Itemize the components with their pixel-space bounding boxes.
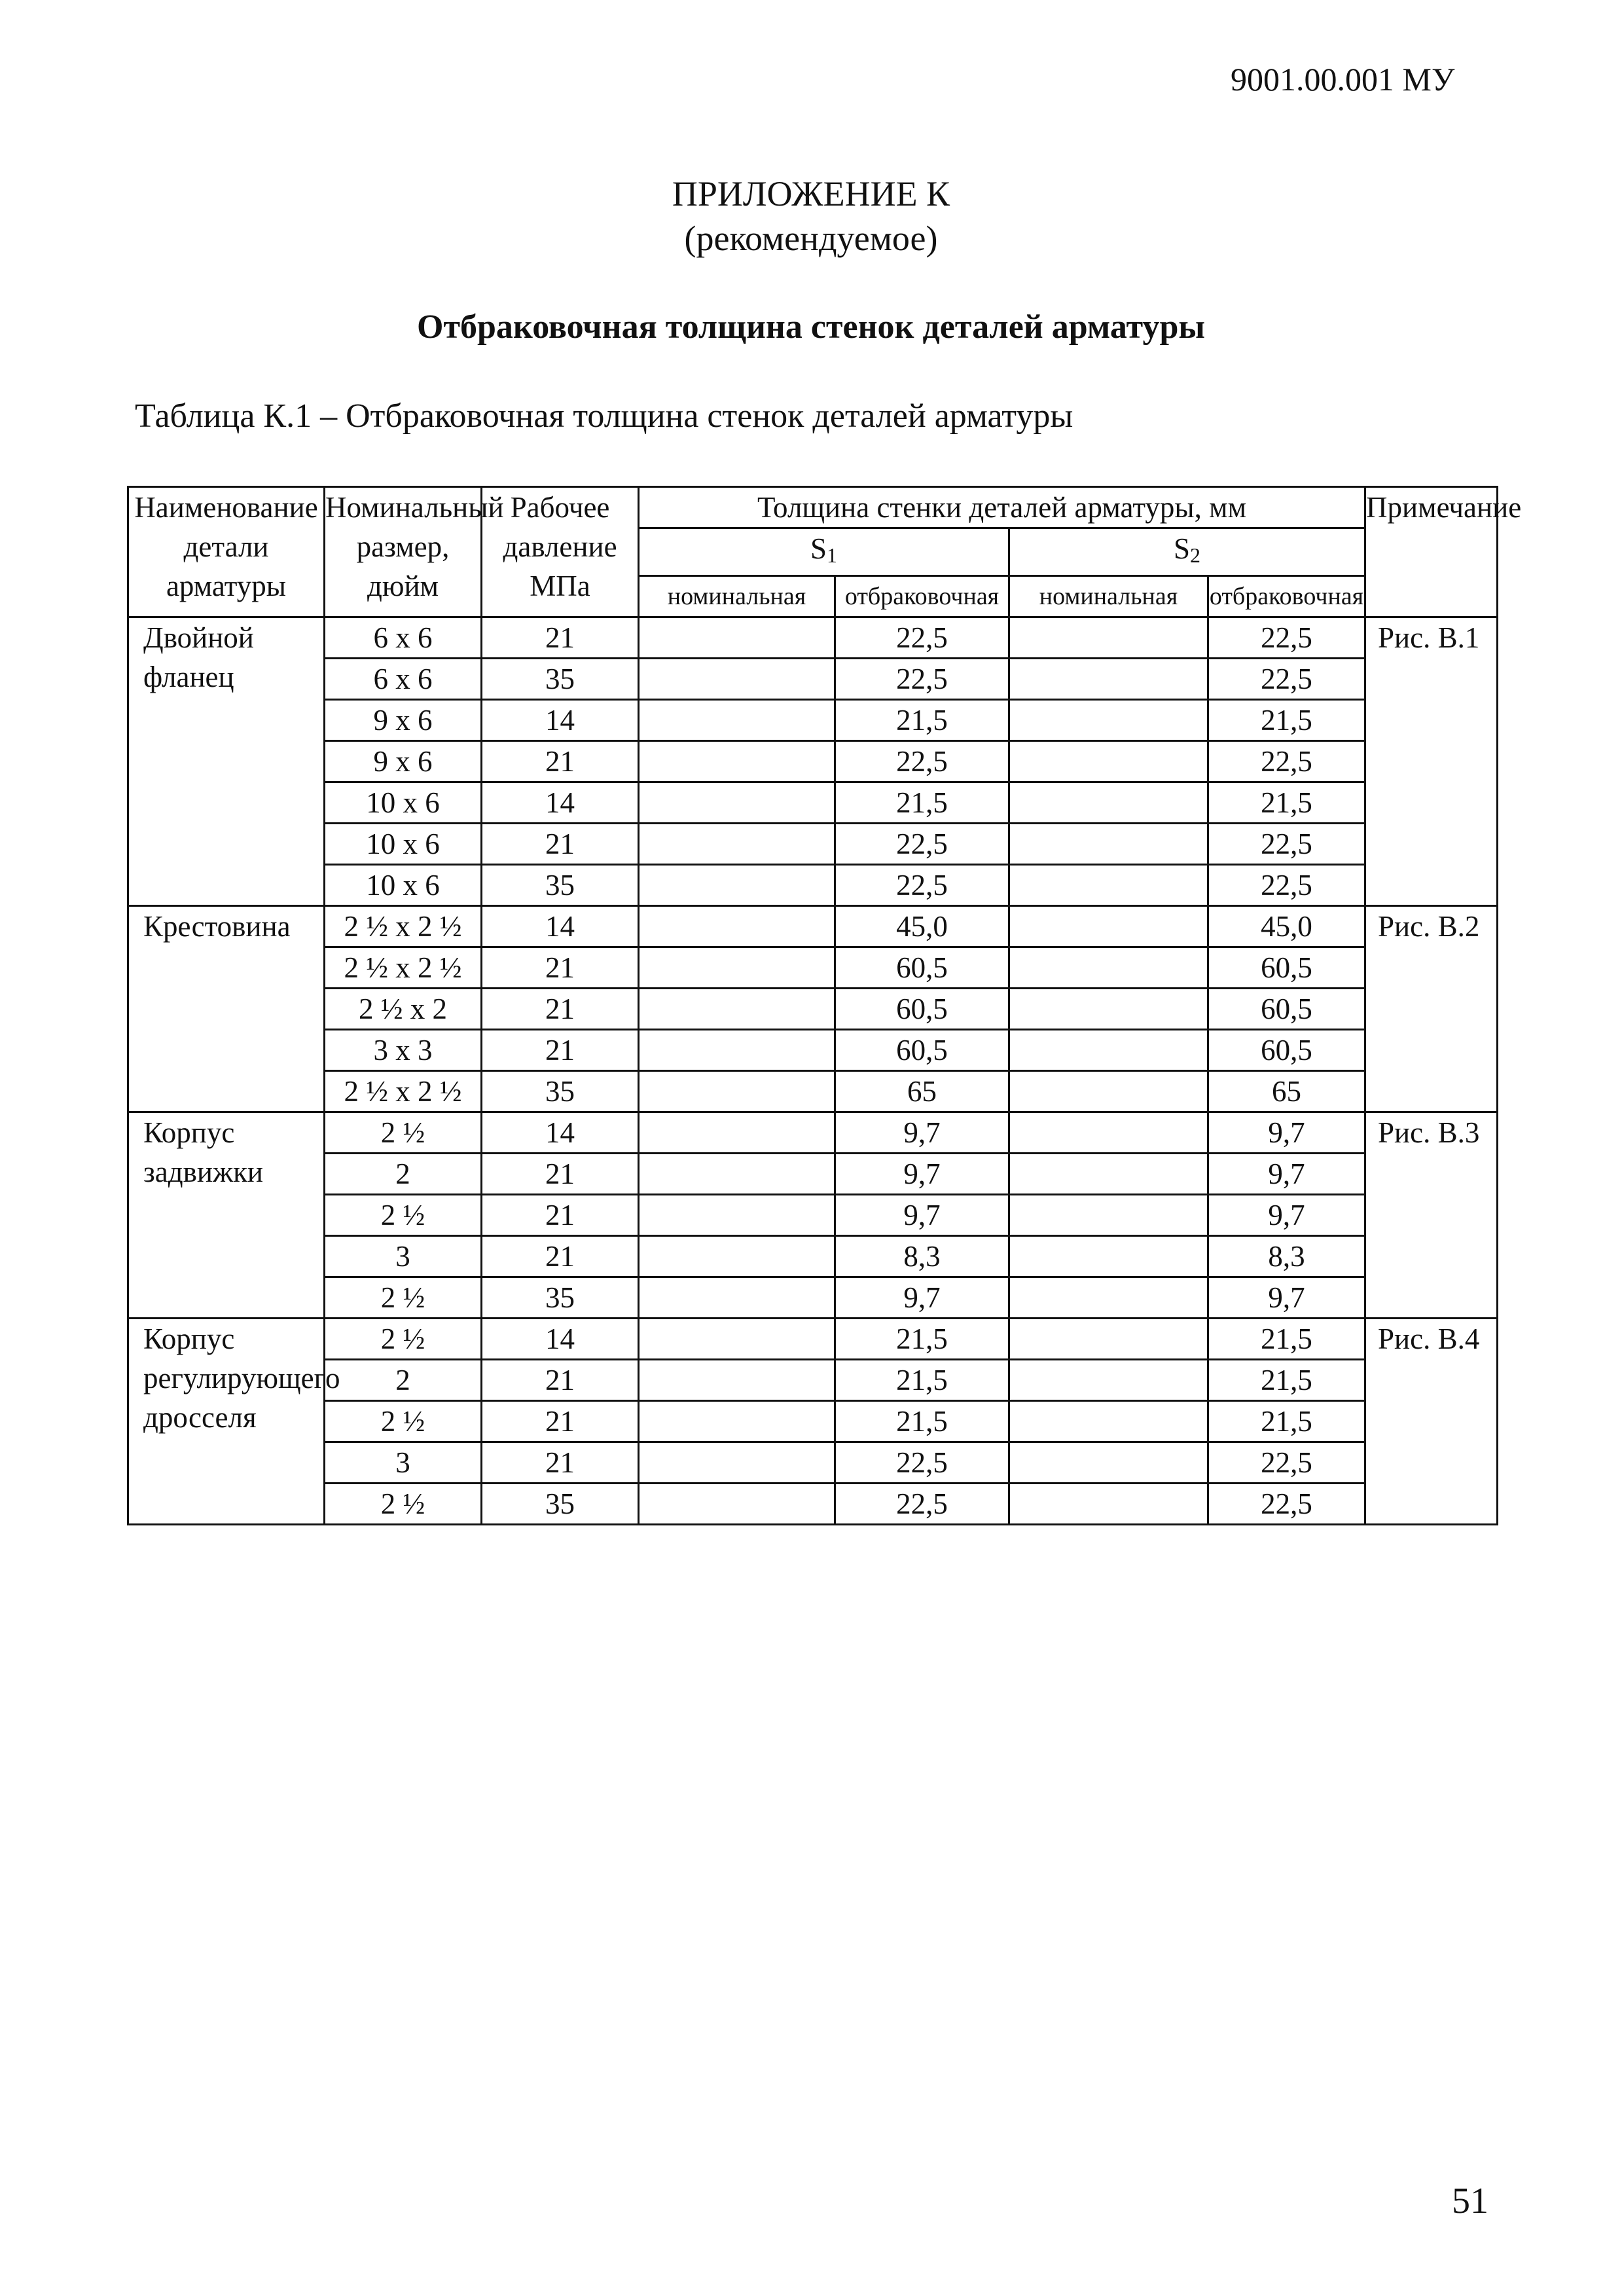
s2-nominal-cell (1009, 1319, 1208, 1360)
note-cell: Рис. В.3 (1365, 1112, 1498, 1319)
note-cell: Рис. В.2 (1365, 906, 1498, 1112)
s1-nominal-cell (639, 906, 835, 947)
s2-reject-cell: 60,5 (1208, 989, 1365, 1030)
main-heading: Отбраковочная толщина стенок деталей арматуры (417, 308, 1205, 346)
table-row (128, 782, 1498, 824)
pressure-cell: 35 (482, 865, 639, 906)
s1-nominal-cell (639, 1154, 835, 1195)
s2-nominal-cell (1009, 1360, 1208, 1401)
part-name: Двойной фланец (128, 617, 325, 906)
s2-reject-cell: 60,5 (1208, 947, 1365, 989)
pressure-cell: 21 (482, 617, 639, 659)
s2-nominal-cell (1009, 1071, 1208, 1112)
s1-reject-cell: 22,5 (835, 824, 1009, 865)
part-name: Корпус задвижки (128, 1112, 325, 1319)
size-cell: 2 ½ (325, 1277, 482, 1319)
pressure-cell: 35 (482, 659, 639, 700)
s1-reject-cell: 22,5 (835, 741, 1009, 782)
s1-reject-cell: 22,5 (835, 1484, 1009, 1525)
table-row (128, 1112, 1498, 1154)
size-cell: 2 ½ x 2 ½ (325, 947, 482, 989)
s1-reject-cell: 9,7 (835, 1154, 1009, 1195)
s1-nominal-cell (639, 1442, 835, 1484)
s2-nominal-cell (1009, 947, 1208, 989)
s1-nominal-cell (639, 1071, 835, 1112)
table-row (128, 1484, 1498, 1525)
size-cell: 2 ½ x 2 (325, 989, 482, 1030)
document-code: 9001.00.001 МУ (1231, 61, 1455, 98)
table-row (128, 1319, 1498, 1360)
pressure-cell: 21 (482, 1154, 639, 1195)
s2-nominal-cell (1009, 824, 1208, 865)
s1-reject-cell: 60,5 (835, 947, 1009, 989)
header-thickness: Толщина стенки деталей арматуры, мм (639, 487, 1365, 528)
s1-reject-cell: 22,5 (835, 617, 1009, 659)
s1-nominal-cell (639, 1236, 835, 1277)
s1-nominal-cell (639, 1319, 835, 1360)
pressure-cell: 21 (482, 1401, 639, 1442)
s1-nominal-cell (639, 1195, 835, 1236)
s1-reject-cell: 21,5 (835, 700, 1009, 741)
s2-nominal-cell (1009, 1154, 1208, 1195)
s2-reject-cell: 22,5 (1208, 741, 1365, 782)
pressure-cell: 35 (482, 1484, 639, 1525)
pressure-cell: 21 (482, 1442, 639, 1484)
s2-reject-cell: 22,5 (1208, 659, 1365, 700)
table-row (128, 1195, 1498, 1236)
table-row (128, 947, 1498, 989)
s1-reject-cell: 60,5 (835, 1030, 1009, 1071)
s1-nominal-cell (639, 824, 835, 865)
s1-nominal-cell (639, 1277, 835, 1319)
s2-nominal-cell (1009, 700, 1208, 741)
s2-nominal-cell (1009, 782, 1208, 824)
pressure-cell: 21 (482, 1236, 639, 1277)
header-s2: S2 (1009, 528, 1365, 576)
s2-reject-cell: 9,7 (1208, 1112, 1365, 1154)
table-row (128, 1236, 1498, 1277)
s2-nominal-cell (1009, 741, 1208, 782)
s2-reject-cell: 21,5 (1208, 1401, 1365, 1442)
table-row (128, 617, 1498, 659)
s1-reject-cell: 60,5 (835, 989, 1009, 1030)
size-cell: 2 ½ (325, 1319, 482, 1360)
table-body (128, 617, 1498, 1525)
appendix-subtitle: (рекомендуемое) (684, 219, 938, 258)
s2-reject-cell: 45,0 (1208, 906, 1365, 947)
s2-nominal-cell (1009, 1236, 1208, 1277)
header-s1-nominal: номинальная (639, 576, 835, 617)
table-row (128, 989, 1498, 1030)
size-cell: 2 ½ (325, 1484, 482, 1525)
s2-reject-cell: 21,5 (1208, 700, 1365, 741)
pressure-cell: 14 (482, 700, 639, 741)
table-row (128, 1401, 1498, 1442)
table-row (128, 865, 1498, 906)
table-row (128, 700, 1498, 741)
size-cell: 9 x 6 (325, 700, 482, 741)
s2-nominal-cell (1009, 865, 1208, 906)
s1-nominal-cell (639, 782, 835, 824)
pressure-cell: 21 (482, 741, 639, 782)
s2-reject-cell: 22,5 (1208, 865, 1365, 906)
pressure-cell: 21 (482, 1360, 639, 1401)
size-cell: 2 ½ (325, 1195, 482, 1236)
s2-nominal-cell (1009, 1484, 1208, 1525)
s1-reject-cell: 45,0 (835, 906, 1009, 947)
appendix-title-block (0, 172, 1622, 261)
s1-nominal-cell (639, 700, 835, 741)
note-cell: Рис. В.1 (1365, 617, 1498, 906)
s1-nominal-cell (639, 1360, 835, 1401)
s2-reject-cell: 21,5 (1208, 782, 1365, 824)
s2-nominal-cell (1009, 1442, 1208, 1484)
pressure-cell: 35 (482, 1277, 639, 1319)
size-cell: 2 ½ (325, 1401, 482, 1442)
pressure-cell: 14 (482, 1112, 639, 1154)
s1-reject-cell: 65 (835, 1071, 1009, 1112)
header-pressure: Рабочее давление МПа (482, 487, 639, 617)
s1-reject-cell: 22,5 (835, 865, 1009, 906)
s2-reject-cell: 21,5 (1208, 1360, 1365, 1401)
table-row (128, 824, 1498, 865)
s2-reject-cell: 60,5 (1208, 1030, 1365, 1071)
note-cell: Рис. В.4 (1365, 1319, 1498, 1525)
pressure-cell: 21 (482, 989, 639, 1030)
size-cell: 3 (325, 1236, 482, 1277)
s1-reject-cell: 9,7 (835, 1112, 1009, 1154)
s2-reject-cell: 8,3 (1208, 1236, 1365, 1277)
s1-nominal-cell (639, 947, 835, 989)
size-cell: 2 ½ x 2 ½ (325, 1071, 482, 1112)
s2-reject-cell: 9,7 (1208, 1195, 1365, 1236)
pressure-cell: 21 (482, 1030, 639, 1071)
s1-reject-cell: 21,5 (835, 1319, 1009, 1360)
s1-reject-cell: 8,3 (835, 1236, 1009, 1277)
s1-nominal-cell (639, 865, 835, 906)
header-s2-reject: отбраковочная (1208, 576, 1365, 617)
s1-nominal-cell (639, 1030, 835, 1071)
table-row (128, 741, 1498, 782)
s2-reject-cell: 65 (1208, 1071, 1365, 1112)
s1-reject-cell: 22,5 (835, 659, 1009, 700)
pressure-cell: 14 (482, 906, 639, 947)
size-cell: 2 ½ x 2 ½ (325, 906, 482, 947)
pressure-cell: 14 (482, 782, 639, 824)
s2-nominal-cell (1009, 1030, 1208, 1071)
s2-reject-cell: 22,5 (1208, 1484, 1365, 1525)
s2-reject-cell: 9,7 (1208, 1277, 1365, 1319)
s1-reject-cell: 22,5 (835, 1442, 1009, 1484)
s2-nominal-cell (1009, 1112, 1208, 1154)
size-cell: 6 x 6 (325, 659, 482, 700)
header-name: Наименование детали арматуры (128, 487, 325, 617)
header-note: Примечание (1365, 487, 1498, 617)
size-cell: 10 x 6 (325, 782, 482, 824)
table-row (128, 1030, 1498, 1071)
s1-nominal-cell (639, 741, 835, 782)
header-s1: S1 (639, 528, 1009, 576)
s2-nominal-cell (1009, 617, 1208, 659)
table-row (128, 1442, 1498, 1484)
size-cell: 10 x 6 (325, 824, 482, 865)
s2-nominal-cell (1009, 1195, 1208, 1236)
size-cell: 6 x 6 (325, 617, 482, 659)
table-row (128, 1154, 1498, 1195)
s1-nominal-cell (639, 1401, 835, 1442)
s2-nominal-cell (1009, 989, 1208, 1030)
pressure-cell: 14 (482, 1319, 639, 1360)
s1-nominal-cell (639, 659, 835, 700)
pressure-cell: 35 (482, 1071, 639, 1112)
s2-reject-cell: 22,5 (1208, 1442, 1365, 1484)
pressure-cell: 21 (482, 824, 639, 865)
size-cell: 2 (325, 1360, 482, 1401)
s1-reject-cell: 21,5 (835, 1401, 1009, 1442)
s2-reject-cell: 21,5 (1208, 1319, 1365, 1360)
s2-nominal-cell (1009, 906, 1208, 947)
s2-nominal-cell (1009, 1277, 1208, 1319)
size-cell: 9 x 6 (325, 741, 482, 782)
s1-nominal-cell (639, 617, 835, 659)
header-s2-nominal: номинальная (1009, 576, 1208, 617)
s2-reject-cell: 22,5 (1208, 824, 1365, 865)
size-cell: 10 x 6 (325, 865, 482, 906)
size-cell: 3 x 3 (325, 1030, 482, 1071)
page-number: 51 (1452, 2181, 1488, 2221)
s2-reject-cell: 22,5 (1208, 617, 1365, 659)
table-row (128, 1071, 1498, 1112)
table-caption: Таблица К.1 – Отбраковочная толщина стенок деталей арматуры (135, 397, 1073, 435)
s1-reject-cell: 9,7 (835, 1277, 1009, 1319)
pressure-cell: 21 (482, 947, 639, 989)
s1-nominal-cell (639, 1484, 835, 1525)
part-name: Корпус регулирующего дросселя (128, 1319, 325, 1525)
s2-nominal-cell (1009, 659, 1208, 700)
table-row (128, 659, 1498, 700)
s1-reject-cell: 21,5 (835, 1360, 1009, 1401)
part-name: Крестовина (128, 906, 325, 1112)
size-cell: 2 ½ (325, 1112, 482, 1154)
s1-reject-cell: 9,7 (835, 1195, 1009, 1236)
s2-reject-cell: 9,7 (1208, 1154, 1365, 1195)
s1-nominal-cell (639, 989, 835, 1030)
thickness-table (127, 486, 1522, 1525)
table-row (128, 1277, 1498, 1319)
s2-nominal-cell (1009, 1401, 1208, 1442)
header-s1-reject: отбраковочная (835, 576, 1009, 617)
table-row (128, 906, 1498, 947)
appendix-title: ПРИЛОЖЕНИЕ К (672, 174, 950, 213)
size-cell: 3 (325, 1442, 482, 1484)
s1-reject-cell: 21,5 (835, 782, 1009, 824)
size-cell: 2 (325, 1154, 482, 1195)
header-size: Номинальный размер, дюйм (325, 487, 482, 617)
s1-nominal-cell (639, 1112, 835, 1154)
pressure-cell: 21 (482, 1195, 639, 1236)
